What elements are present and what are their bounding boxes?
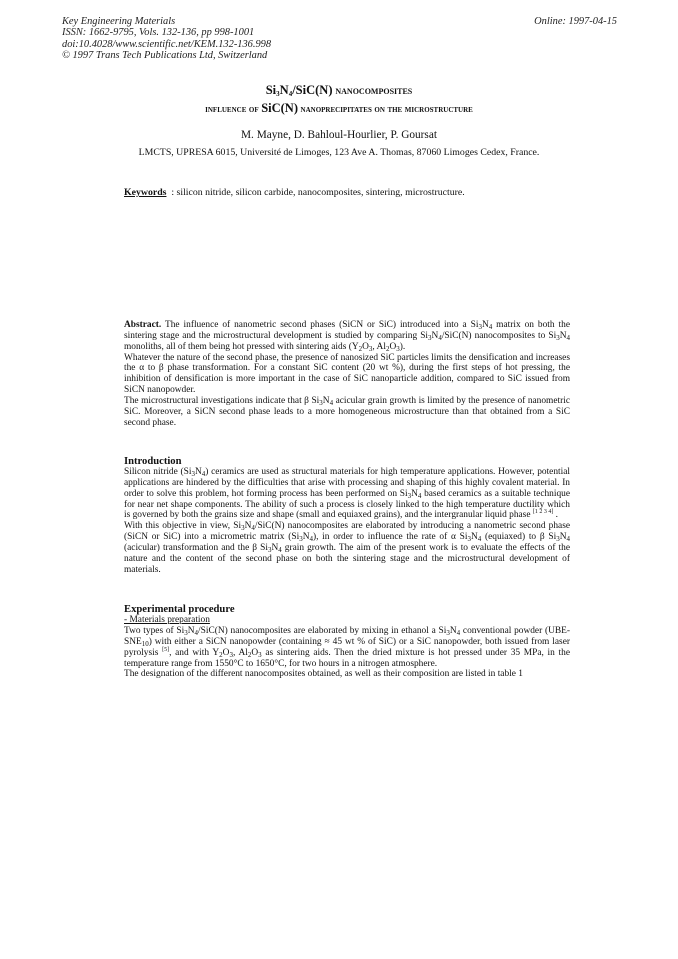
abstract	[124, 320, 570, 428]
experimental-text	[124, 626, 570, 680]
keywords-line	[124, 187, 465, 198]
doi-line: doi:10.4028/www.scientific.net/KEM.132-136.998	[62, 38, 272, 50]
exp-text-b: , and with $Y_2O_3$, $Al_2O_3$ as sintering aids. Then the dried mixture is hot pressed under 35 MPa, in the temperature range from 1550°C to 1650°C, for two hours in a nitrogen atmosphere.	[124, 647, 570, 669]
title-formula: $Si_3N_4/SiC(N)$	[265, 83, 333, 98]
experimental-heading: Experimental procedure	[124, 604, 235, 615]
title-word: nanocomposites	[335, 85, 413, 97]
introduction-heading: Introduction	[124, 456, 182, 467]
abstract-label: Abstract.	[124, 320, 162, 330]
materials-subheading: - Materials preparation	[124, 615, 210, 625]
journal-name: Key Engineering Materials	[62, 16, 176, 27]
abstract-paragraph: The microstructural investigations indicate that β $Si_3N_4$ acicular grain growth is limited by the presence of nanometric SiC. Moreover, a SiCN second phase leads to a more homogeneous microstructure than that obtained from a SiC second phase.	[124, 395, 570, 428]
exp-text-a: Two types of $Si_3N_4/SiC(N)$ nanocomposites are elaborated by mixing in ethanol a $Si_3N_4$ conventional powder $(UBE-SNE_{10})$ with either a SiCN nanopowder (containing ≈ 45 wt % of SiC) or a SiC nanopowder, both issued from laser pyrolysis	[124, 626, 570, 658]
experimental-paragraph: The designation of the different nanocomposites obtained, as well as their composition are listed in table 1	[124, 669, 523, 680]
experimental-paragraph	[124, 626, 570, 669]
copyright-line: © 1997 Trans Tech Publications Ltd, Switzerland	[62, 49, 268, 61]
paper-subtitle	[0, 101, 678, 116]
subtitle-formula: SiC(N)	[261, 101, 298, 115]
affiliation: LMCTS, UPRESA 6015, Université de Limoges, 123 Ave A. Thomas, 87060 Limoges Cedex, France.	[138, 147, 540, 158]
online-date: Online: 1997-04-15	[534, 16, 617, 27]
paper-title	[0, 83, 678, 98]
abstract-paragraph	[124, 320, 570, 353]
citation-ref: [5]	[162, 646, 170, 653]
keywords-label: Keywords	[124, 187, 167, 198]
journal-header	[62, 16, 617, 61]
citation-refs: [1 2 3 4]	[532, 509, 554, 516]
subtitle-part-2: nanoprecipitates on the microstructure	[300, 104, 473, 115]
author-list: M. Mayne, D. Bahloul-Hourlier, P. Goursat	[241, 129, 437, 141]
subtitle-part-1: influence of	[205, 104, 259, 115]
intro-paragraph: Silicon nitride $(Si_3N_4)$ ceramics are used as structural materials for high temperature applications. However, potential applications are hindered by the difficulties that arise with processing and shaping of this highly covalent material. In order to solve this problem, hot forming process has been performed on $Si_3N_4$ based ceramics as a suitable technique for near net shape components. The ability of such a process is closely linked to the high temperature ductility which is governed by both the grains size and shape (small and equiaxed grains), and the intergranular liquid phase [1 2 3 4] .	[124, 467, 570, 521]
introduction	[124, 467, 570, 575]
issn-line: ISSN: 1662-9795, Vols. 132-136, pp 998-1001	[62, 27, 255, 39]
abstract-paragraph: Whatever the nature of the second phase, the presence of nanosized SiC particles limits the densification and increases the α to β phase transformation. For a constant SiC content (20 wt %), during the first steps of hot pressing, the inhibition of densification is more important in the case of SiC nanoparticle addition, compared to SiC issued from SiCN nanopowder.	[124, 352, 570, 396]
intro-paragraph: With this objective in view, $Si_3N_4/SiC(N)$ nanocomposites are elaborated by introducing a nanometric second phase (SiCN or SiC) into a micrometric matrix $(Si_3N_4)$, in order to influence the rate of α $Si_3N_4$ (equiaxed) to β $Si_3N_4$ (acicular) transformation and the β $Si_3N_4$ grain growth. The aim of the present work is to evaluate the effects of the nature and the content of the second phase on both the sintering stage and the microstructural development of materials.	[124, 521, 571, 575]
abstract-text-1: The influence of nanometric second phases (SiCN or SiC) introduced into a $Si_3N_4$ matrix on both the sintering stage and the microstructural development is studied by comparing $Si_3N_4/SiC(N)$ nanocomposites to $Si_3N_4$ monoliths, all of them being hot pressed with sintering aids ($Y_2O_3$, $Al_2O_3$).	[124, 320, 570, 353]
keywords-text: : silicon nitride, silicon carbide, nanocomposites, sintering, microstructure.	[171, 187, 465, 198]
intro-text-1: Silicon nitride $(Si_3N_4)$ ceramics are used as structural materials for high temperature applications. However, potential applications are hindered by the difficulties that arise with processing and shaping of this highly covalent material. In order to solve this problem, hot forming process has been performed on $Si_3N_4$ based ceramics as a suitable technique for near net shape components. The ability of such a process is closely linked to the high temperature ductility which is governed by both the grains size and shape (small and equiaxed grains), and the intergranular liquid phase	[124, 467, 570, 521]
